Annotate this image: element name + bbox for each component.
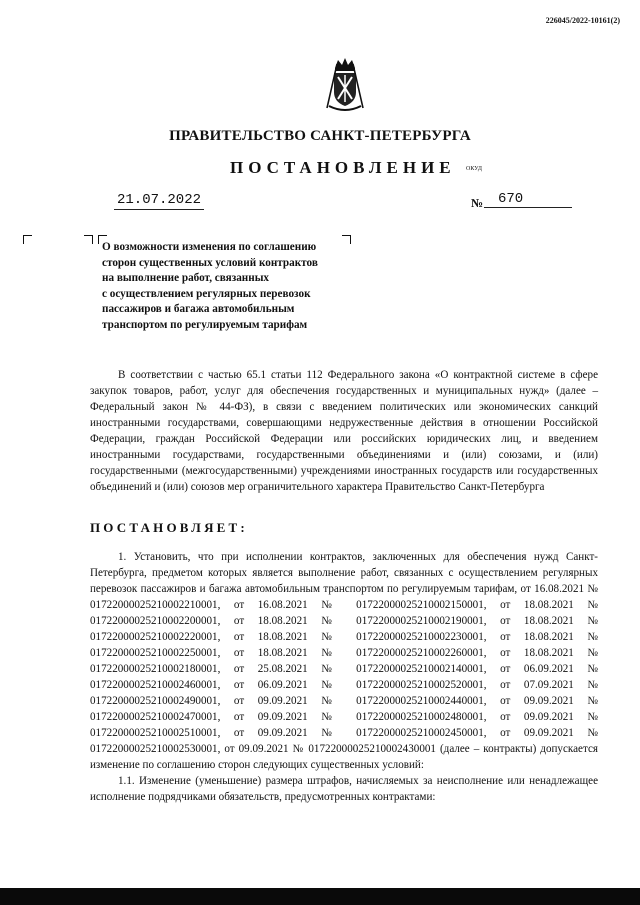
corner-mark — [84, 235, 93, 244]
scan-bottom-edge — [0, 888, 640, 905]
subject-line: О возможности изменения по соглашению — [102, 241, 317, 253]
subject-line: сторон существенных условий контрактов — [102, 256, 318, 269]
document-date: 21.07.2022 — [114, 192, 204, 210]
okud-label: ОКУД — [466, 166, 482, 172]
clause-1-paragraph: 1. Установить, что при исполнении контрактов, заключенных для обеспечения нужд Санкт-Петербурга, предметом которых является выполнение работ, связанных с осуществлением регулярных перевозок пассажиров и багажа автомобильным транспортом по регулируемым тарифам, от 16.08.2021 № 0172200002521000221000​1, от 16.08.2021 № 01722000025210002150001, от 18.08.2021 № 01722000025210002200001, от 18.08.2021 № 01722000025210002190001, от 18.08.2021 № 01722000025210002220001, от 18.08.2021 № 01722000025210002230001, от 18.08.2021 № 01722000025210002250001, от 18.08.2021 № 01722000025210002260001, от 18.08.2021 № 01722000025210002180001, от 25.08.2021 № 01722000025210002140001, от 06.09.2021 № 01722000025210002460001, от 06.09.2021 № 01722000025210002520001, от 07.09.2021 № 01722000025210002490001, от 09.09.2021 № 01722000025210002440001, от 09.09.2021 № 01722000025210002470001, от 09.09.2021 № 01722000025210002480001, от 09.09.2021 № 01722000025210002510001, от 09.09.2021 № 01722000025210002450001, от 09.09.2021 № 01722000025210002530001, от 09.09.2021 № 01722000025210002430001 (далее – контракты) допускается изменение по соглашению сторон следующих существенных условий: — [90, 551, 598, 771]
coat-of-arms-emblem — [323, 56, 367, 114]
subject-line: транспортом по регулируемым тарифам — [102, 318, 308, 331]
subject-title — [102, 240, 362, 334]
document-number: 226045/2022-10161(2) — [545, 16, 620, 25]
clause-1-1-paragraph: 1.1. Изменение (уменьшение) размера штрафов, начисляемых за неисполнение или ненадлежащее исполнение подрядчиками обязательств, предусмотренных контрактами: — [90, 775, 598, 803]
preamble-paragraph: В соответствии с частью 65.1 статьи 112 Федерального закона «О контрактной системе в сфере закупок товаров, работ, услуг для обеспечения государственных и муниципальных нужд» (далее – Федеральный закон № 44-ФЗ), в связи с введением политических или экономических санкций иностранными государствами, совершающими недружественные действия в отношении Российской Федерации, граждан Российской Федерации или российских юридических лиц, и введением иностранными государствами, государственными объединениями и (или) союзами, и (или) государственными (межгосударственными) учреждениями иностранных государств или государственных объединений и (или) союзов мер ограничительного характера Правительство Санкт-Петербурга — [90, 369, 598, 493]
resolves-heading: ПОСТАНОВЛЯЕТ: — [90, 520, 248, 535]
document-number-value: 670 — [484, 191, 572, 208]
document-type: ПОСТАНОВЛЕНИЕ — [230, 158, 456, 177]
government-name: ПРАВИТЕЛЬСТВО САНКТ-ПЕТЕРБУРГА — [169, 128, 471, 144]
subject-line: с осуществлением регулярных перевозок — [102, 287, 311, 300]
corner-mark — [23, 235, 32, 244]
subject-line: пассажиров и багажа автомобильным — [102, 303, 295, 316]
subject-line: на выполнение работ, связанных — [102, 272, 270, 285]
number-label: № — [471, 196, 484, 210]
